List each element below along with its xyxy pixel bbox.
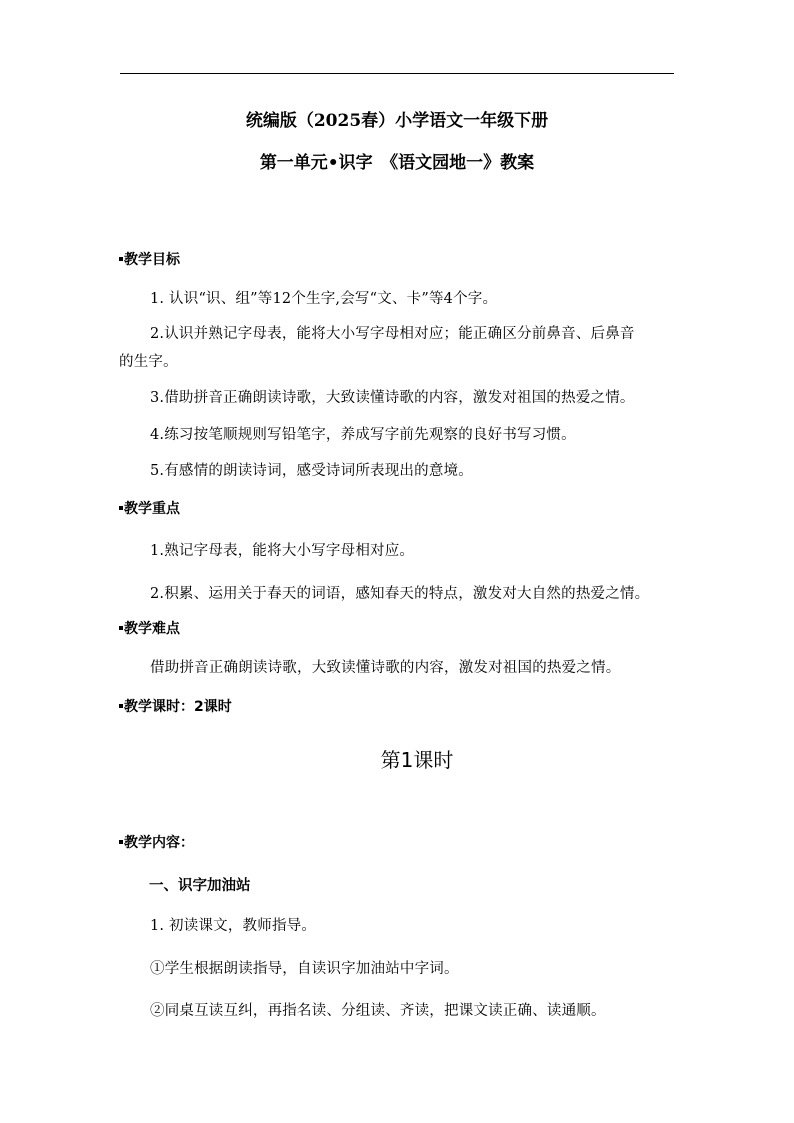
key-point-item: 1.熟记字母表，能将大小写字母相对应。 xyxy=(150,543,415,559)
bullet-icon xyxy=(119,704,123,708)
content-item: 1. 初读课文，教师指导。 xyxy=(150,918,317,934)
objective-item: 2.认识并熟记字母表，能将大小写字母相对应；能正确区分前鼻音、后鼻音 xyxy=(150,326,635,342)
key-point-item: 2.积累、运用关于春天的词语，感知春天的特点，激发对大自然的热爱之情。 xyxy=(150,586,650,602)
objective-item: 4.练习按笔顺规则写铅笔字，养成写字前先观察的良好书写习惯。 xyxy=(150,427,576,443)
header-rule xyxy=(120,73,674,74)
content-item: ①学生根据朗读指导，自读识字加油站中字词。 xyxy=(150,961,459,977)
lesson-title: 第1课时 xyxy=(380,748,454,772)
bullet-icon xyxy=(119,626,123,630)
section-heading-hours: 教学课时：2课时 xyxy=(119,696,232,716)
section-heading-difficulties: 教学难点 xyxy=(119,618,180,638)
objective-item: 5.有感情的朗读诗词，感受诗词所表现出的意境。 xyxy=(150,463,473,479)
objective-item-continuation: 的生字。 xyxy=(119,354,178,370)
document-subtitle: 第一单元•识字 《语文园地一》教案 xyxy=(259,153,535,173)
objective-item: 3.借助拼音正确朗读诗歌，大致读懂诗歌的内容，激发对祖国的热爱之情。 xyxy=(150,390,635,406)
difficulty-text: 借助拼音正确朗读诗歌，大致读懂诗歌的内容，激发对祖国的热爱之情。 xyxy=(150,660,621,676)
document-title: 统编版（2025春）小学语文一年级下册 xyxy=(245,111,549,131)
objective-item: 1. 认识“识、组”等12个生字,会写“文、卡”等4个字。 xyxy=(150,291,498,307)
bullet-icon xyxy=(119,506,123,510)
bullet-icon xyxy=(119,840,123,844)
section-heading-content: 教学内容： xyxy=(119,832,194,852)
section-heading-objectives: 教学目标 xyxy=(119,249,180,269)
content-subheading: 一、识字加油站 xyxy=(149,878,251,894)
bullet-icon xyxy=(119,257,123,261)
content-item: ②同桌互读互纠，再指名读、分组读、齐读，把课文读正确、读通顺。 xyxy=(150,1003,606,1019)
section-heading-key-points: 教学重点 xyxy=(119,498,180,518)
